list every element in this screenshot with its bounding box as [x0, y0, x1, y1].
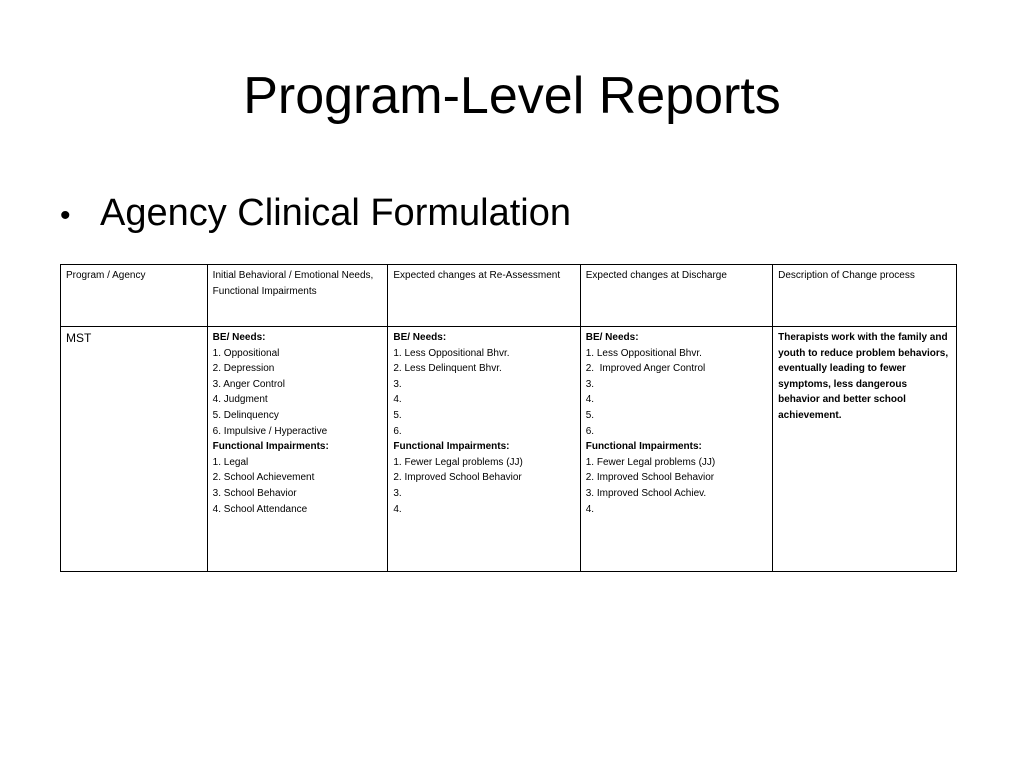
header-change-process: Description of Change process: [773, 265, 957, 327]
reassessment-item: 3.: [393, 487, 402, 499]
header-initial-needs: Initial Behavioral / Emotional Needs, Functional Impairments: [207, 265, 388, 327]
discharge-item: 6.: [585, 425, 595, 437]
reassessment-item: 6.: [393, 425, 402, 437]
program-name: MST: [66, 331, 92, 345]
initial-item: 3. Anger Control: [212, 378, 285, 390]
initial-item: 3. School Behavior: [212, 487, 297, 499]
reassessment-item: 3.: [393, 378, 402, 390]
initial-item: 6. Impulsive / Hyperactive: [212, 425, 328, 437]
initial-item: 2. Depression: [212, 363, 275, 375]
change-process-cell: [773, 327, 957, 572]
discharge-item: 5.: [585, 409, 595, 421]
program-cell: [61, 327, 208, 572]
initial-item: 4. Judgment: [212, 394, 268, 406]
bullet-item: [60, 188, 571, 241]
bullet-dot-icon: •: [60, 199, 71, 232]
discharge-item: 4.: [585, 394, 595, 406]
discharge-item: 1. Fewer Legal problems (JJ): [585, 456, 716, 468]
initial-heading-impairments: Functional Impairments:: [212, 441, 329, 453]
header-reassessment: Expected changes at Re-Assessment: [388, 265, 580, 327]
slide-title: Program-Level Reports: [243, 67, 781, 125]
reassessment-heading-impairments: Functional Impairments:: [393, 441, 510, 453]
discharge-heading-impairments: Functional Impairments:: [585, 441, 702, 453]
discharge-heading-needs: BE/ Needs:: [585, 332, 639, 343]
initial-item: 2. School Achievement: [212, 472, 315, 484]
discharge-item: 4.: [585, 503, 595, 515]
header-discharge: Expected changes at Discharge: [580, 265, 772, 327]
bullet-text: Agency Clinical Formulation: [100, 192, 571, 234]
discharge-item: 2. Improved School Behavior: [585, 472, 715, 484]
initial-item: 1. Legal: [212, 456, 249, 468]
reassessment-item: 1. Fewer Legal problems (JJ): [393, 456, 523, 468]
clinical-formulation-table: [60, 264, 957, 572]
reassessment-item: 5.: [393, 409, 402, 421]
discharge-item: 3.: [585, 378, 595, 390]
discharge-item: 2. Improved Anger Control: [585, 363, 706, 375]
reassessment-heading-needs: BE/ Needs:: [393, 332, 447, 343]
table-row: [61, 327, 957, 572]
reassessment-item: 4.: [393, 503, 402, 515]
reassessment-item: 1. Less Oppositional Bhvr.: [393, 347, 510, 359]
initial-heading-needs: BE/ Needs:: [212, 332, 266, 343]
initial-item: 1. Oppositional: [212, 347, 280, 359]
discharge-item: 3. Improved School Achiev.: [585, 487, 707, 499]
reassessment-item: 2. Less Delinquent Bhvr.: [393, 363, 502, 375]
reassessment-cell: [388, 327, 580, 572]
initial-item: 4. School Attendance: [212, 503, 308, 515]
header-program-agency: Program / Agency: [61, 265, 208, 327]
change-process-description: Therapists work with the family and youth to reduce problem behaviors, eventually leading to fewer symptoms, less dangerous behavior and better school achievement.: [778, 332, 949, 421]
discharge-item: 1. Less Oppositional Bhvr.: [585, 347, 702, 359]
discharge-cell: [580, 327, 772, 572]
initial-item: 5. Delinquency: [212, 409, 279, 421]
initial-needs-cell: [207, 327, 388, 572]
reassessment-item: 2. Improved School Behavior: [393, 472, 522, 484]
reassessment-item: 4.: [393, 394, 402, 406]
table-header-row: [61, 265, 957, 327]
